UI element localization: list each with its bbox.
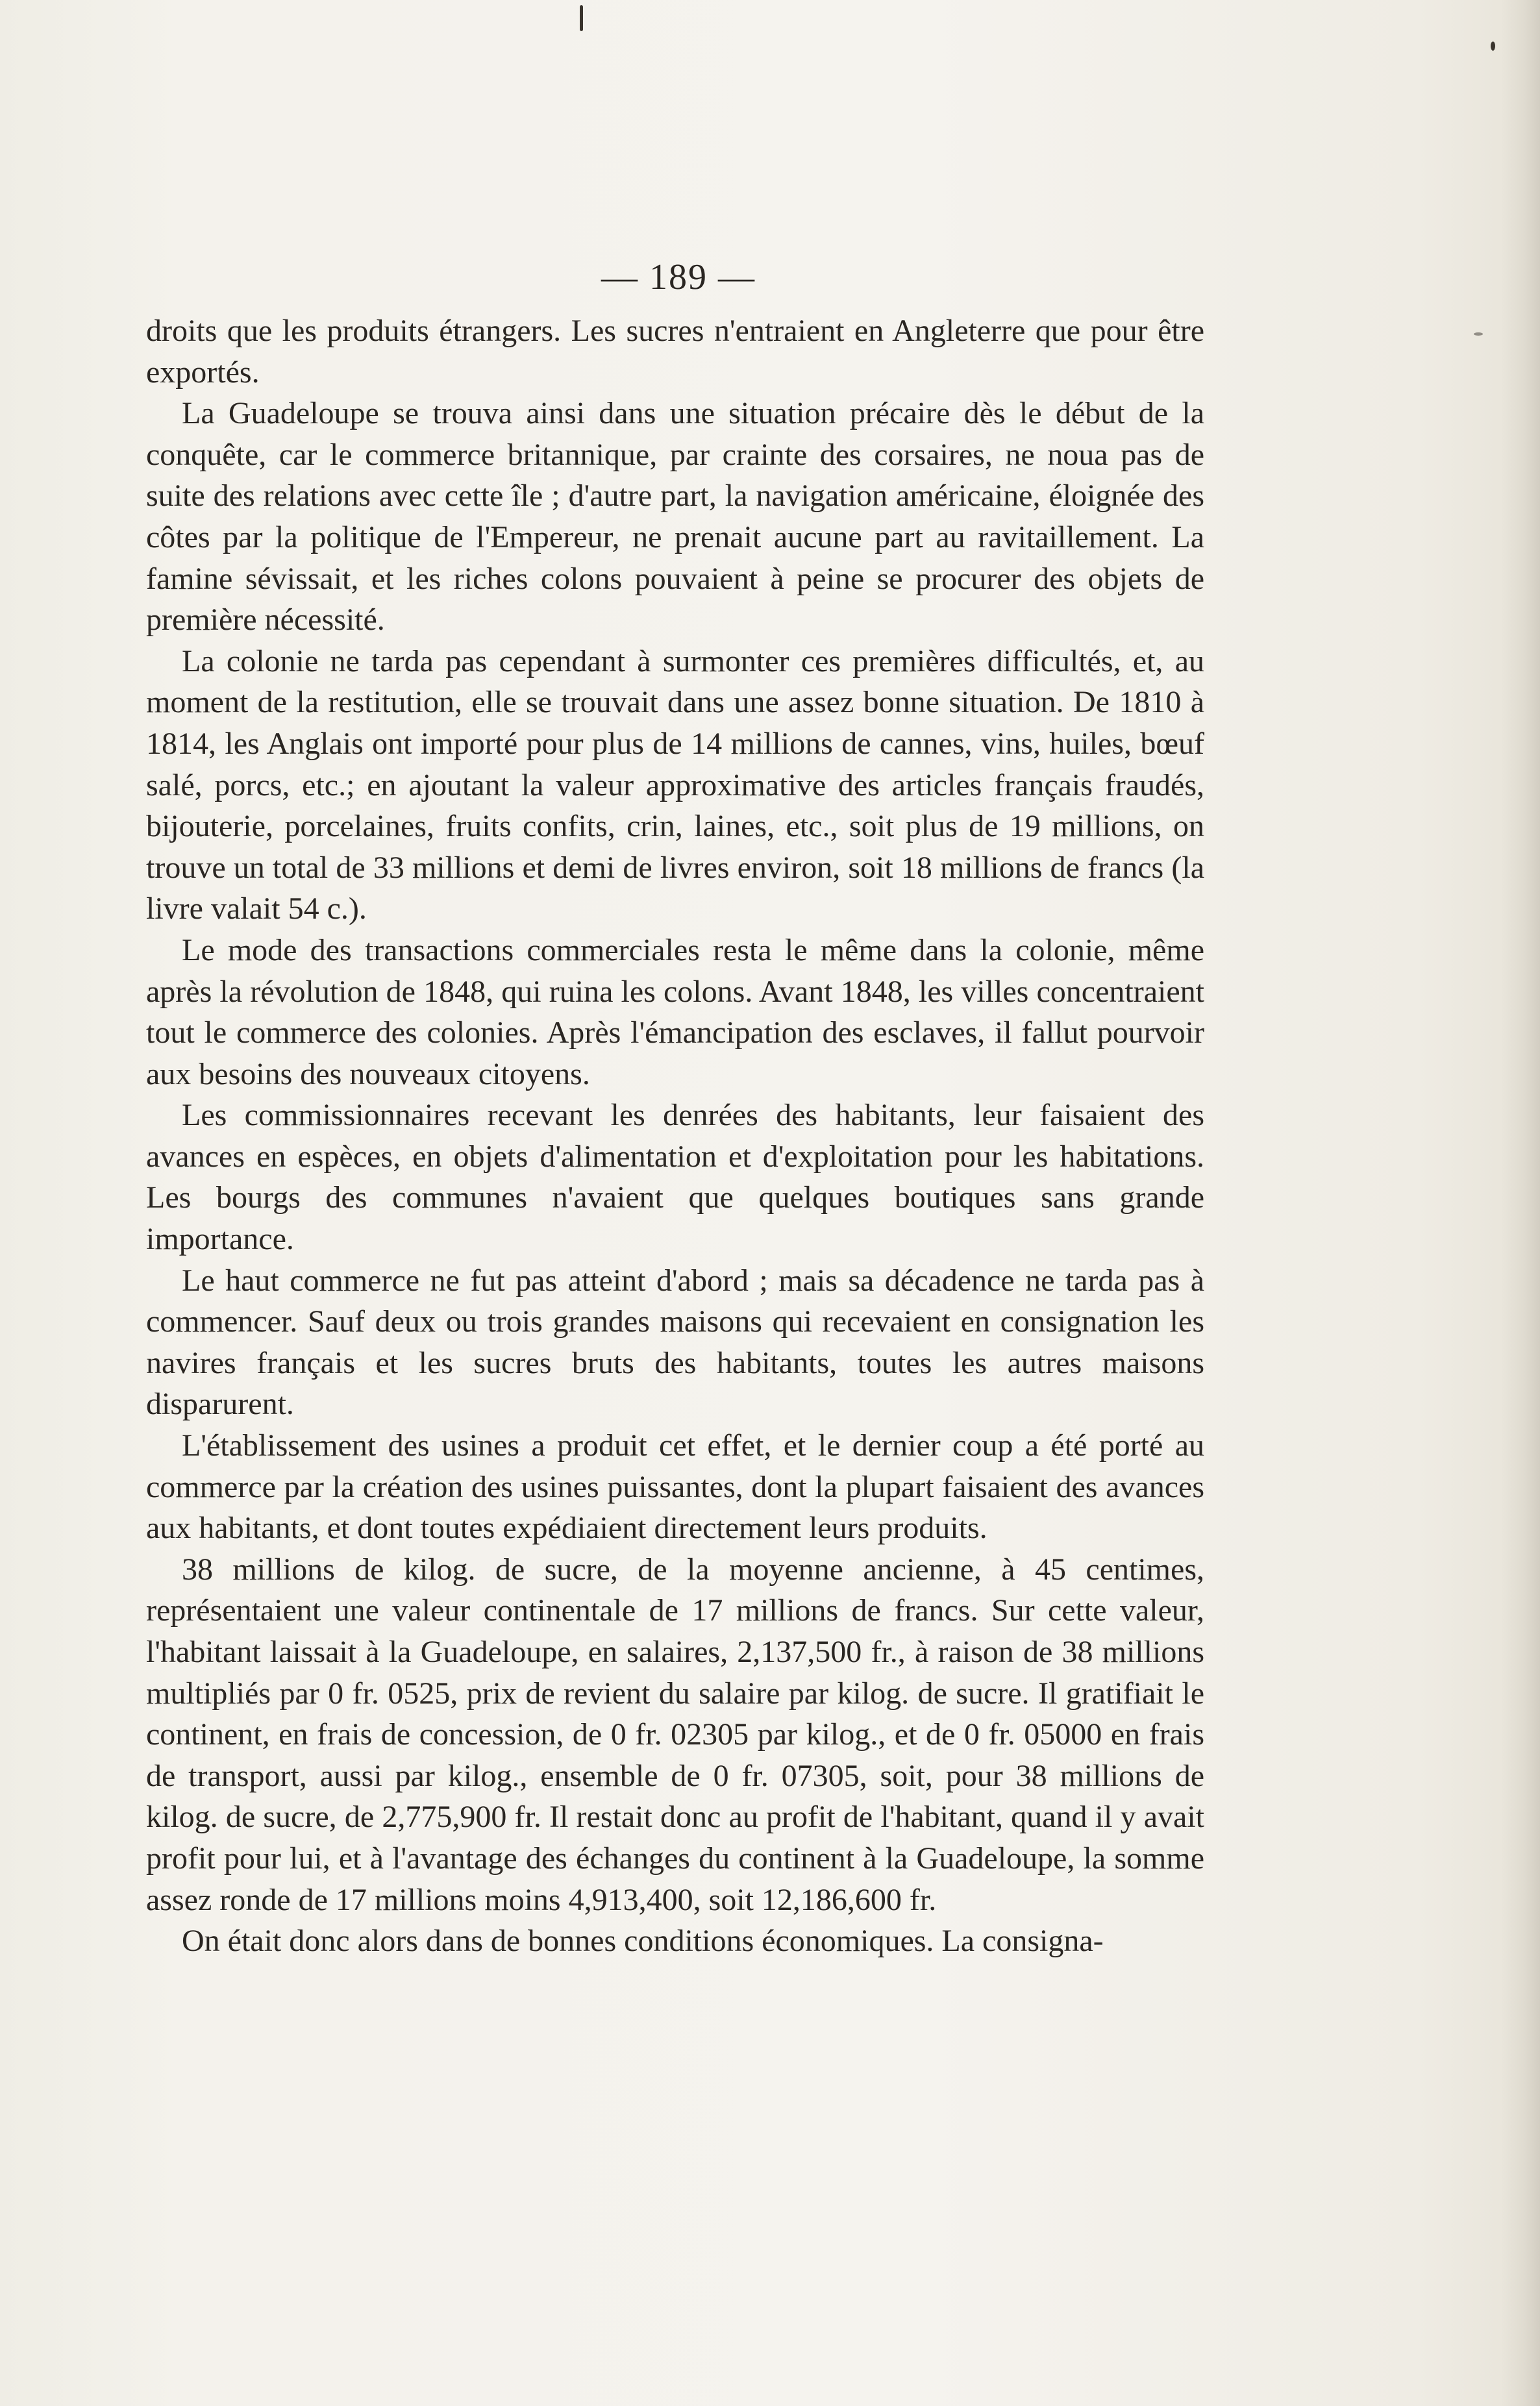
paragraph: Le mode des transactions commerciales resta le même dans la colonie, même après la révolution de 1848, qui ruina les colons. Avant 1848, les villes concentraient tout le commerce des colonies. Après l'émancipation des esclaves, il fallut pourvoir aux besoins des nouveaux citoyens.	[146, 932, 1204, 1091]
paragraph: Le haut commerce ne fut pas atteint d'abord ; mais sa décadence ne tarda pas à commencer. Sauf deux ou trois grandes maisons qui recevaient en consignation les navires français et les sucres bruts des habitants, toutes les autres maisons disparurent.	[146, 1263, 1204, 1422]
ink-speck	[1491, 42, 1495, 51]
paragraph: On était donc alors dans de bonnes conditions économiques. La consigna-	[182, 1924, 1104, 1959]
page-number: — 189 —	[601, 257, 756, 297]
paragraph: La Guadeloupe se trouva ainsi dans une situation précaire dès le début de la conquête, car le commerce britannique, par crainte des corsaires, ne noua pas de suite des relations avec cette île ; d'autre part, la navigation américaine, éloignée des côtes par la politique de l'Empereur, ne prenait aucune part au ravitaillement. La famine sévissait, et les riches colons pouvaient à peine se procurer des objets de première nécessité.	[146, 396, 1204, 638]
ink-speck	[1474, 332, 1483, 336]
paragraph: La colonie ne tarda pas cependant à surmonter ces premières difficultés, et, au moment de la restitution, elle se trouvait dans une assez bonne situation. De 1810 à 1814, les Anglais ont importé pour plus de 14 millions de cannes, vins, huiles, bœuf salé, porcs, etc.; en ajoutant la valeur approximative des articles français fraudés, bijouterie, porcelaines, fruits confits, crin, laines, etc., soit plus de 19 millions, on trouve un total de 33 millions et demi de livres environ, soit 18 millions de francs (la livre valait 54 c.).	[146, 643, 1204, 926]
paragraph: Les commissionnaires recevant les denrées des habitants, leur faisaient des avances en espèces, en objets d'alimentation et d'exploitation pour les habitations. Les bourgs des communes n'avaient que quelques boutiques sans grande importance.	[146, 1098, 1204, 1257]
ink-speck	[580, 5, 583, 31]
body-text	[146, 310, 1204, 1962]
page-edge-shadow	[1501, 0, 1540, 2406]
paragraph: 38 millions de kilog. de sucre, de la moyenne ancienne, à 45 centimes, représentaient une valeur continentale de 17 millions de francs. Sur cette valeur, l'habitant laissait à la Guadeloupe, en salaires, 2,137,500 fr., à raison de 38 millions multipliés par 0 fr. 0525, prix de revient du salaire par kilog. de sucre. Il gratifiait le continent, en frais de concession, de 0 fr. 02305 par kilog., et de 0 fr. 05000 en frais de transport, aussi par kilog., ensemble de 0 fr. 07305, soit, pour 38 millions de kilog. de sucre, de 2,775,900 fr. Il restait donc au profit de l'habitant, quand il y avait profit pour lui, et à l'avantage des échanges du continent à la Guadeloupe, la somme assez ronde de 17 millions moins 4,913,400, soit 12,186,600 fr.	[146, 1552, 1204, 1917]
paragraph: L'établissement des usines a produit cet effet, et le dernier coup a été porté au commerce par la création des usines puissantes, dont la plupart faisaient des avances aux habitants, et dont toutes expédiaient directement leurs produits.	[146, 1428, 1204, 1546]
paragraph: droits que les produits étrangers. Les sucres n'entraient en Angleterre que pour être exportés.	[146, 314, 1204, 390]
